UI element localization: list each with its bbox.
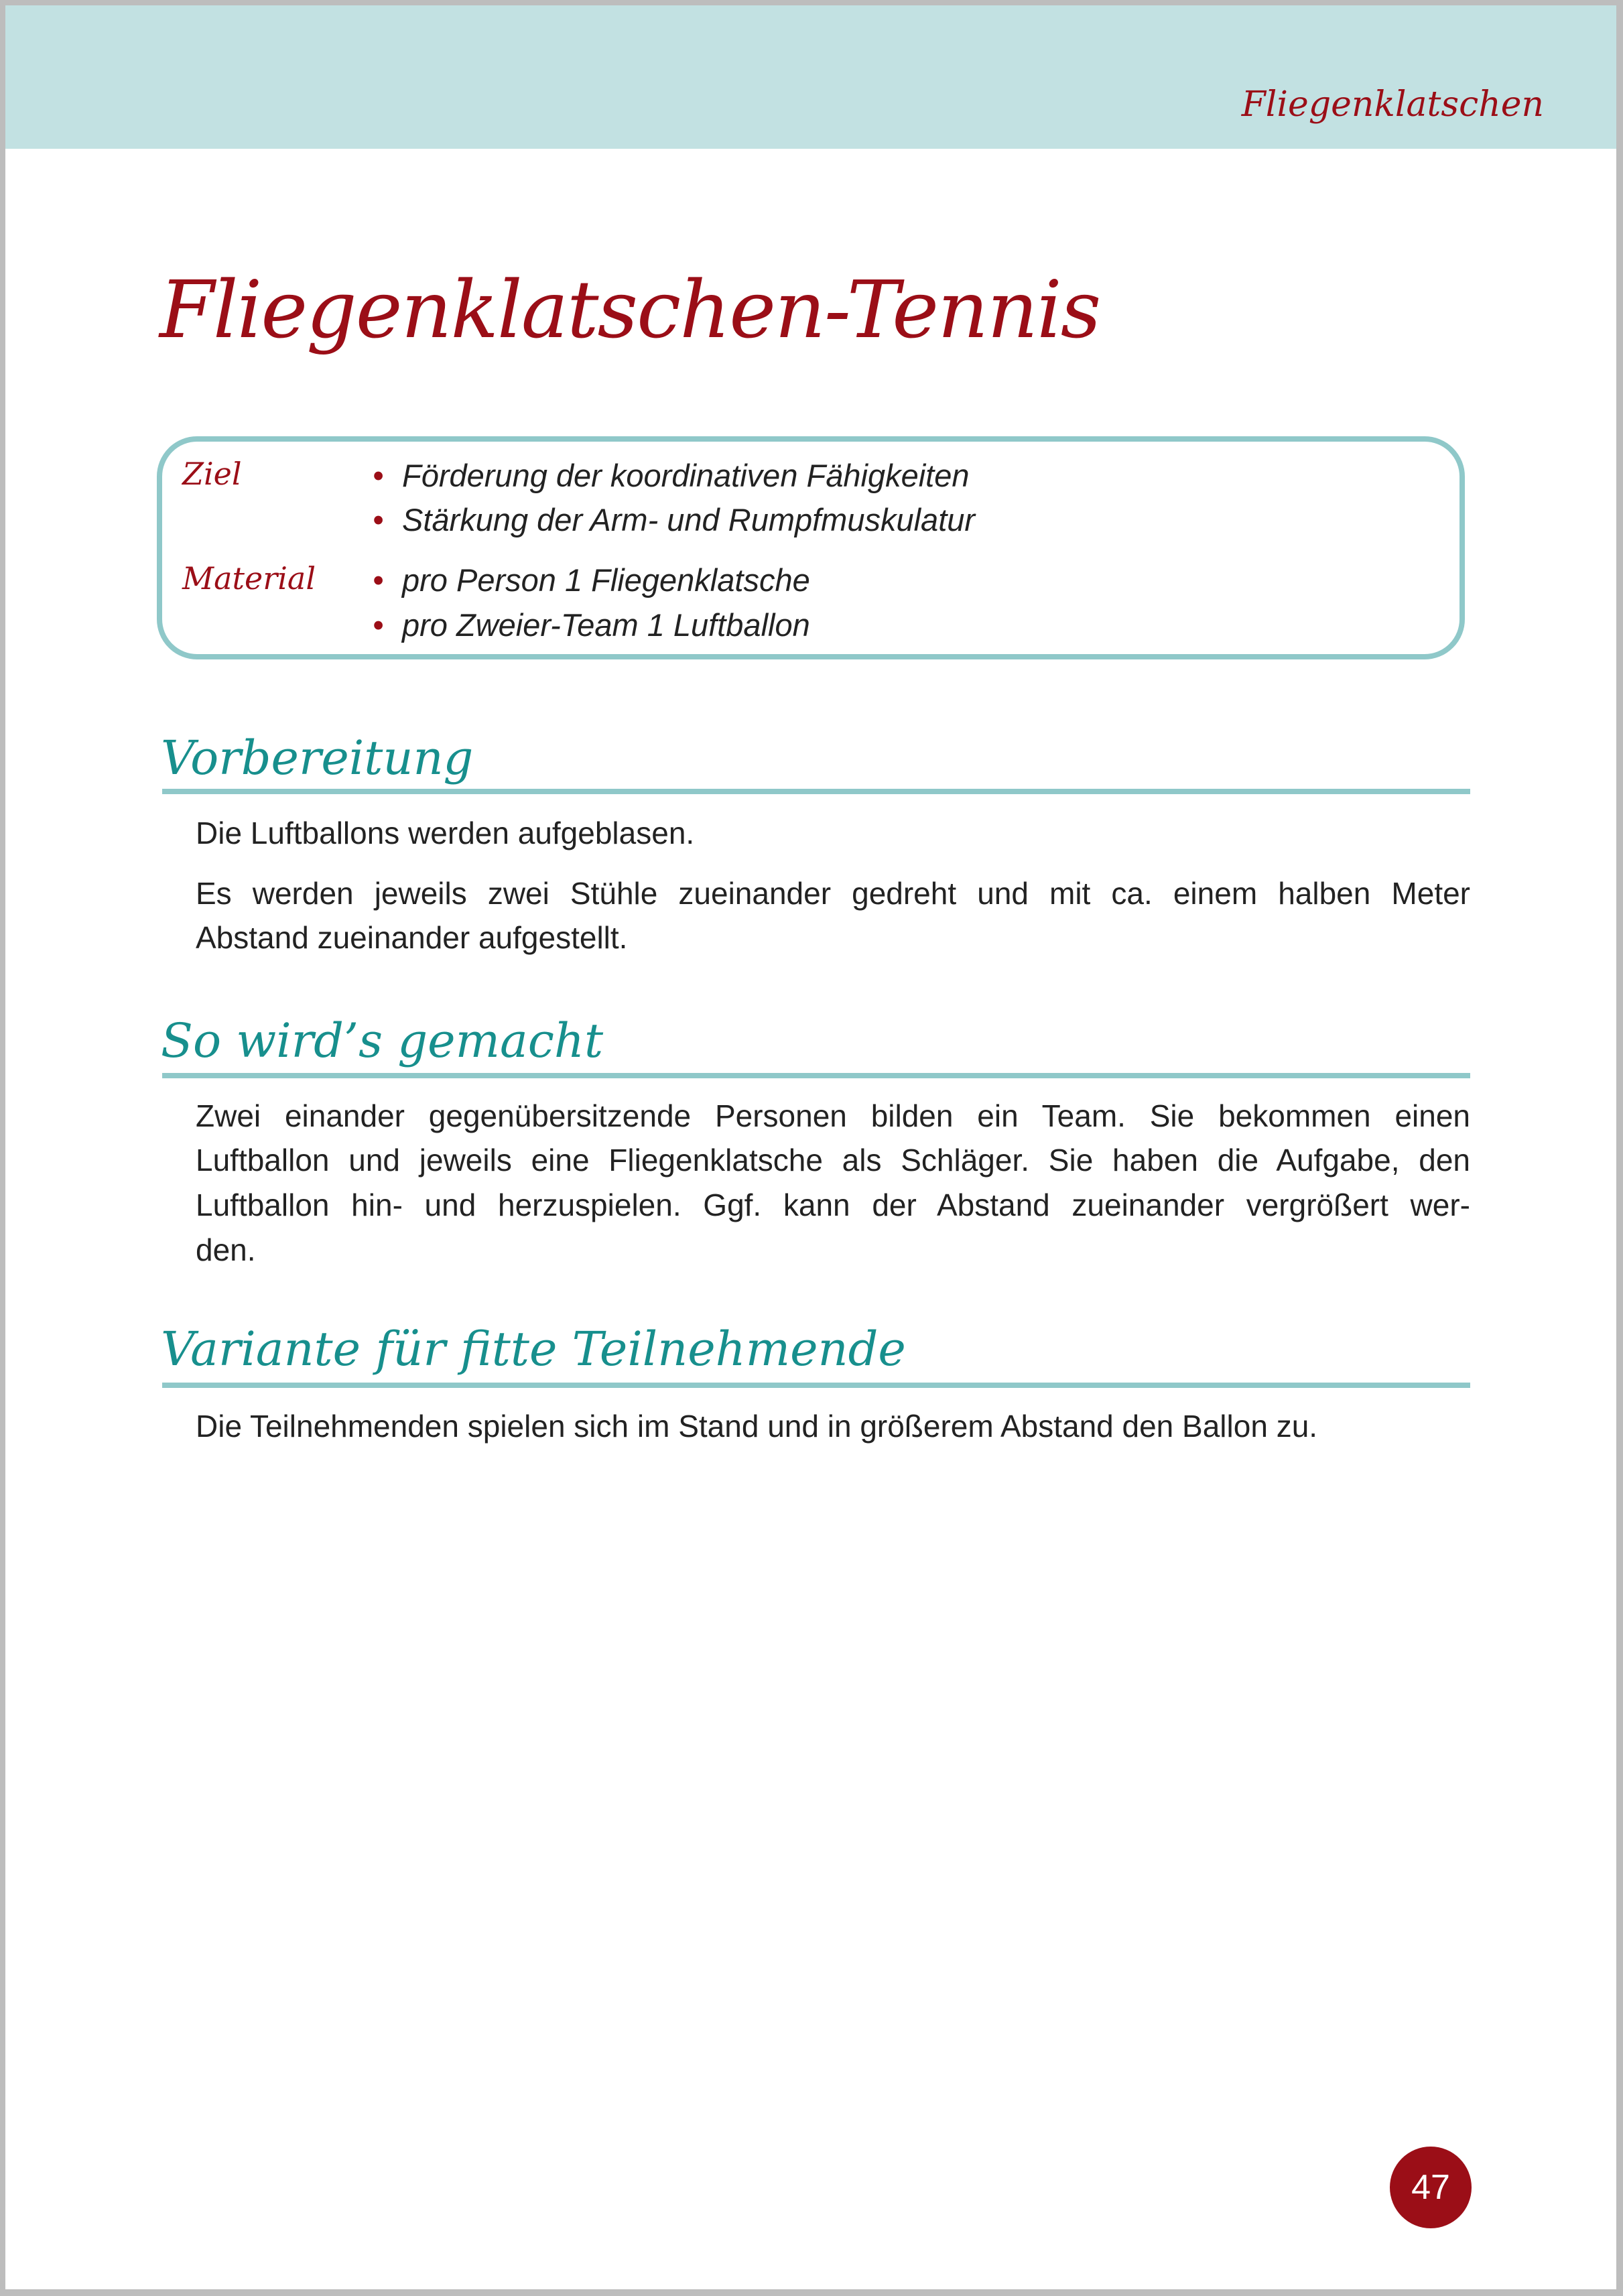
goal-item [373, 501, 975, 538]
goal-item-text: Stärkung der Arm- und Rumpfmuskulatur [402, 502, 976, 537]
material-item-text: pro Person 1 Fliegenklatsche [402, 562, 810, 598]
material-item-text: pro Zweier-Team 1 Luftballon [402, 607, 810, 643]
material-label: Material [182, 560, 316, 596]
bullet-icon: • [373, 562, 384, 598]
running-title: Fliegenklatschen [1241, 84, 1544, 125]
section-rule [162, 1073, 1470, 1078]
page-title: Fliegenklatschen-Tennis [159, 263, 1100, 356]
body-line: Abstand zueinander aufgestellt. [196, 920, 628, 955]
section-heading-so-wirds-gemacht: So wird’s gemacht [161, 1013, 604, 1068]
section-heading-vorbereitung: Vorbereitung [161, 730, 474, 785]
header-band [5, 5, 1616, 149]
body-line: Zwei einander gegenübersitzende Personen bilden ein Team. Sie bekommen einen [196, 1098, 1470, 1133]
section-rule [162, 1383, 1470, 1388]
section-rule [162, 789, 1470, 794]
body-line: den. [196, 1232, 256, 1267]
body-line: Es werden jeweils zwei Stühle zueinander gedreht und mit ca. einem halben Meter [196, 876, 1470, 911]
body-line: Luftballon und jeweils eine Fliegenklatsche als Schläger. Sie haben die Aufgabe, den [196, 1143, 1470, 1177]
material-item [373, 562, 810, 598]
material-item [373, 607, 810, 643]
bullet-icon: • [373, 502, 384, 537]
body-line: Die Teilnehmenden spielen sich im Stand und in größerem Abstand den Ballon zu. [196, 1409, 1318, 1444]
bullet-icon: • [373, 458, 384, 493]
goal-item-text: Förderung der koordinativen Fähigkeiten [402, 458, 970, 493]
body-line: Luftballon hin- und herzuspielen. Ggf. kann der Abstand zueinander vergrößert wer- [196, 1188, 1470, 1222]
bullet-icon: • [373, 607, 384, 643]
section-heading-variante: Variante für fitte Teilnehmende [161, 1322, 906, 1377]
goal-item [373, 457, 970, 494]
goal-label: Ziel [182, 456, 242, 492]
page-number-badge: 47 [1390, 2147, 1472, 2228]
body-line: Die Luftballons werden aufgeblasen. [196, 816, 695, 850]
page [5, 5, 1616, 2289]
